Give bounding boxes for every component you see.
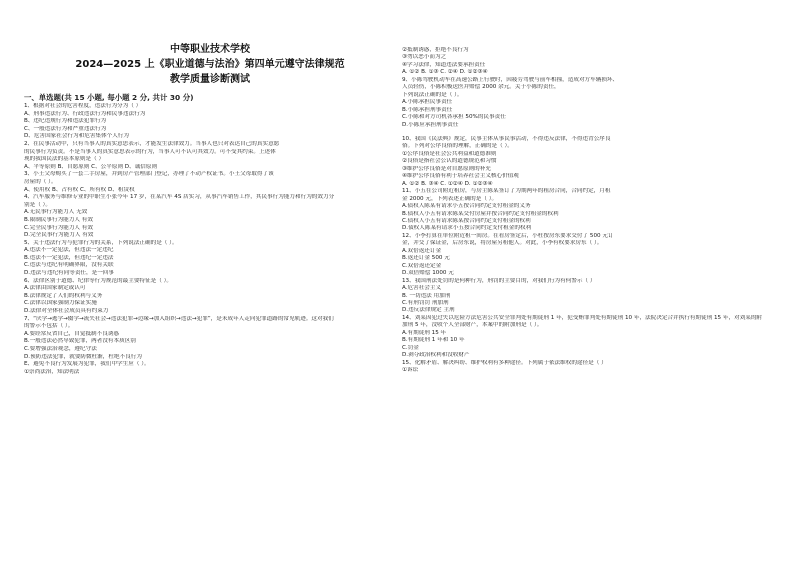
question-line: D.债权人陈某有请求小五按合同约定支付租金的权利 xyxy=(402,225,532,232)
question-line: A.无民事行为能力人 无效 xyxy=(24,209,88,216)
question-line: A.小陈承担民事责任 xyxy=(402,99,453,106)
question-line: D.预防违法犯罪，就要防微杜渐，杜绝不良行为 xyxy=(24,353,142,360)
section-heading: 一、单选题(共 15 小题, 每小题 2 分, 共计 30 分) xyxy=(24,93,194,102)
question-line: B.限制民事行为能力人 有效 xyxy=(24,216,93,223)
question-line: B. 一切违法 用加刑 xyxy=(402,292,451,299)
question-line: 房屋的（ ）。 xyxy=(24,178,57,185)
question-line: ④学习法律，知道违法要承担责任 xyxy=(402,61,486,68)
question-line: A、使用权 B、占有权 C、所有权 D、租赁权 xyxy=(24,186,135,193)
question-line: 6、法律区别于道德、纪律等行为规范的最主要特征是（ ）。 xyxy=(24,277,172,284)
question-line: 13、我国刑法处罚的是何种行为，刑罚的主要目的，对我们行为有何警示（ ） xyxy=(402,277,596,284)
question-line: C.小陈和对方司机各承担 50%的民事责任 xyxy=(402,114,506,121)
question-line: 人员轻伤，小陈积极送医并赔偿 2000 余元。关于小陈的责任， xyxy=(402,84,560,91)
question-line: C.有刑罚罚 刑加刑 xyxy=(402,299,449,306)
question-line: 15、化解矛盾、解决纠纷、维护权利有多种途径。下列属于依法维权的途径是（ ） xyxy=(402,359,607,366)
question-line: A、刑事违法行为、行政违法行为和民事违法行为 xyxy=(24,110,146,117)
question-line: D、危害国家社会行为和危害集体个人行为 xyxy=(24,133,129,140)
question-line: 14、刘某因犯过失以危险方法危害公共安全罪判处有期徒刑 1 年，犯受贿罪判处有期徒刑 10 年，法院决定合并执行有期徒刑 15 年，对刘某的附 xyxy=(402,314,763,321)
question-line: ①诉讼 xyxy=(402,367,419,374)
right-question-column xyxy=(402,47,776,374)
question-line: 11、小五在公司附近租房，与房主陈某签订了为期两年的租房合同，合同约定，月租 xyxy=(402,188,611,195)
question-line: 加刑 5 年，没收个人全部财产，本案中的附加刑是（ ）。 xyxy=(402,322,543,329)
question-line: 7、“厌学→逃学→辍学→流失社会→违法犯罪→边缘→加入组织→违法→犯罪”，是未成年人走向犯罪道路的常见轨迹。这对我们 xyxy=(24,315,334,322)
question-line: D.完全民事行为能力人 有效 xyxy=(24,232,94,239)
school-title: 中等职业技术学校 xyxy=(170,44,250,55)
question-line: ①崇尚法治，知法明法 xyxy=(24,368,80,375)
question-line xyxy=(402,129,776,136)
question-line: A.双倍返还订金 xyxy=(402,247,442,254)
exam-subtitle: 教学质量诊断测试 xyxy=(170,74,250,85)
question-line: 现的我国民法的基本原则是（ ） xyxy=(24,156,105,163)
question-line: A. ①② B. ③④ C. ①②④ D. ①②③④ xyxy=(402,180,493,187)
question-line: 的警示不包括（ ）。 xyxy=(24,323,74,330)
question-line: C.法律以国家强制力保证实施 xyxy=(24,300,97,307)
left-question-column xyxy=(24,103,392,376)
question-line: 5、关于违法行为与犯罪行为的关系，下列说法正确的是（ ）。 xyxy=(24,239,178,246)
question-line: 2、在民事活动中，只有当事人的真实意思表示，才能发生法律效力。当事人也只对表达自己的真实意愿 xyxy=(24,140,280,147)
question-line: B.返还订金 500 元 xyxy=(402,255,450,262)
question-line: D.小陈应承担刑事责任 xyxy=(402,121,459,128)
question-line: 10、我国《民法典》规定，民事主体从事民事活动，不得违反法律，不得违背公序良 xyxy=(402,135,611,142)
question-line: C.完全民事行为能力人 有效 xyxy=(24,224,93,231)
question-line: B、违纪违规行为和违法犯罪行为 xyxy=(24,118,107,125)
question-line: A.要经常反省自己，自觉抵制不良诱惑 xyxy=(24,330,120,337)
question-line: 金 2000 元，下列表述正确的是（ ）。 xyxy=(402,195,498,202)
question-line: 别是（ ）。 xyxy=(24,201,51,208)
question-line: 9、小陈驾驶机动车在高速公路上行驶时，因疲劳驾驶与前车相撞，造成对方车辆损坏、 xyxy=(402,76,619,83)
question-line: ④维护公序良俗有利于培养社会主义核心价值观 xyxy=(402,173,519,180)
exam-title: 2024—2025 上《职业道德与法治》第四单元遵守法律规范 xyxy=(75,59,345,70)
question-line: 的民事行为负责。不是当事人的真实意思表示的行为，当事人可不认可其效力。可不受其约束。上述体 xyxy=(24,148,276,155)
question-line: B.违法不一定犯法，但违纪一定违法 xyxy=(24,254,114,261)
question-line: B.有期徒刑 1 年和 10 年 xyxy=(402,337,465,344)
question-line: A、平等原则 B、自愿原则 C、公平原则 D、诚信原则 xyxy=(24,163,158,170)
question-line: B.债权人小五有请求陈某交付房屋并按合同约定支付租金的权利 xyxy=(402,210,559,217)
question-line: A.债权人陈某有请求小五按合同约定支付租金的义务 xyxy=(402,203,531,210)
question-line: D.违法与违纪有同等责任，是一回事 xyxy=(24,270,114,277)
question-line: D.法律对全体社会成员具有约束力 xyxy=(24,308,109,315)
question-line: C.违法与违纪有明确界限，没有关联 xyxy=(24,262,114,269)
question-line: A.违法不一定犯法，但违法一定违纪 xyxy=(24,247,114,254)
question-line: ③勿以恶小而为之 xyxy=(402,54,447,61)
question-line: C.要增强法治观念，遵纪守法 xyxy=(24,346,97,352)
question-line: 1、根据对社会的危害程度，违法行为分为（ ） xyxy=(24,103,142,109)
question-line: A.危害社会主义 xyxy=(402,285,442,292)
question-line: ①公序良俗是社会公共利益和道德准则 xyxy=(402,150,497,157)
question-line: 金，并交了保证金，后房东说，将房屋另租他人。对此，小李有权要求房东（ ）。 xyxy=(402,240,603,247)
question-line: C.双倍返还定金 xyxy=(402,262,442,269)
question-line: E、避免不良行为发展为犯罪，我们中学生应（ ）。 xyxy=(24,361,150,368)
question-line: B.法律规定了人们的权利与义务 xyxy=(24,292,103,299)
question-line: A.法律由国家制定或认可 xyxy=(24,285,86,292)
question-line: D.双倍赔偿 1000 元 xyxy=(402,270,454,277)
question-line: A.有期徒刑 15 年 xyxy=(402,329,447,336)
question-line: C.罚金 xyxy=(402,344,419,351)
question-line: 俗。下列对公序良俗的理解，正确的是（ ）。 xyxy=(402,143,513,150)
question-line: B.小陈承担刑事责任 xyxy=(402,106,453,113)
question-line: ②抵制诱惑，拒绝不良行为 xyxy=(402,47,469,53)
question-line: D.违反法律规定 主刑 xyxy=(402,307,455,314)
question-line: A. ①② B. ①③ C. ②④ D. ①②③④ xyxy=(402,69,488,76)
question-line: C.债权人小五有请求陈某按合同约定支付租金的权利 xyxy=(402,217,531,224)
question-line: 12、小李打算在单位附近租一间房。在看房签定后，小杜按房东要求交付了 500 元订 xyxy=(402,232,614,239)
question-line: ③维护公序良俗是对自愿原则的补充 xyxy=(402,165,491,172)
question-line: D.剥夺政治权利和没收财产 xyxy=(402,352,470,359)
question-line: 3、小王父母购买了一套二手房屋，并到房产管理部门登记，办理了不动产权证书。小王父母取得了该 xyxy=(24,171,274,178)
question-line: 4、汽车服务与维修专业的中职生小张今年 17 岁，在某汽车 4S 店实习，从事汽车销售工作，其民事行为能力和行为的效力分 xyxy=(24,194,335,201)
question-line: 下列说法正确的是（ ）。 xyxy=(402,91,463,98)
question-line: B.一般违法必然导致犯罪，两者没有本质区别 xyxy=(24,338,136,345)
question-line: C、一般违法行为和严重违法行为 xyxy=(24,125,107,132)
question-line: ②良俗是指社会公认的道德规范和习惯 xyxy=(402,158,497,165)
